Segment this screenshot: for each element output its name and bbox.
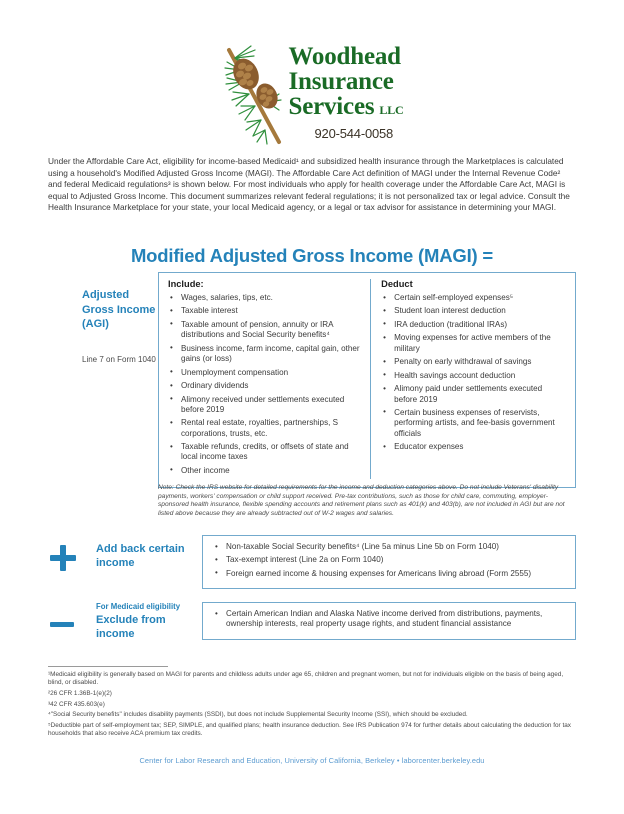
footnote-item: ⁵Deductible part of self-employment tax; SEP, SIMPLE, and qualified plans; health insurance deduction. See IRS Publication 974 for further details about calculating the deduction for tax households that also receive ACA premium tax credits. (48, 721, 571, 738)
pinecone-branch-icon (221, 44, 287, 148)
footnote-item: ¹Medicaid eligibility is generally based on MAGI for parents and childless adults under age 65, children and pregnant women, but not for individuals eligible on the basis of being aged, blind, or disabled. (48, 671, 564, 687)
include-list-item: • Taxable amount of pension, annuity or IRA distributions and Social Security benefits⁴ (168, 320, 362, 341)
deduct-list-item: • Certain self-employed expenses⁵ (381, 293, 567, 303)
add-back-list-item: • Tax-exempt interest (Line 2a on Form 1040) (213, 555, 567, 565)
logo-line-1: Woodhead (288, 43, 401, 70)
include-list (168, 293, 362, 476)
page-title: Modified Adjusted Gross Income (MAGI) = (130, 245, 494, 266)
footnote-item: ⁴"Social Security benefits" includes disability payments (SSDI), but does not include Supplemental Security Income (SSI), which should be excluded. (48, 711, 468, 719)
logo-line-3 (289, 94, 404, 123)
footnote-item: ³42 CFR 435.603(e) (48, 700, 105, 708)
deduct-list-item: • Health savings account deduction (381, 371, 567, 381)
logo-phone-number: 920-544-0058 (314, 126, 394, 141)
include-list-item: • Rental real estate, royalties, partnerships, S corporations, trusts, etc. (168, 418, 362, 439)
include-list-item: • Taxable refunds, credits, or offsets of state and local income taxes (168, 442, 362, 463)
deduct-list-item: • Certain business expenses of reservists, performing artists, and fee-basis government officials (381, 408, 567, 439)
include-column (159, 279, 371, 479)
deduct-list (381, 293, 567, 452)
deduct-list-item: • Student loan interest deduction (381, 306, 567, 316)
footnotes (48, 671, 576, 741)
plus-icon (50, 545, 76, 571)
logo-services-text: Services (288, 93, 375, 120)
include-list-item: • Taxable interest (168, 306, 362, 316)
agi-form-line-reference: Line 7 on Form 1040 (82, 355, 156, 364)
add-back-list (213, 542, 567, 579)
exclude-list-item: • Certain American Indian and Alaska Native income derived from distributions, payments, ownership interests, real property usage rights, and student financial assistance (213, 609, 567, 630)
deduct-list-item: • Alimony paid under settlements executed before 2019 (381, 384, 567, 405)
include-list-item: • Unemployment compensation (168, 368, 362, 378)
add-back-label: Add back certain income (96, 543, 185, 569)
include-list-item: • Wages, salaries, tips, etc. (168, 293, 362, 303)
exclude-eyebrow: For Medicaid eligibility (96, 602, 181, 611)
exclude-label: Exclude from income (96, 614, 166, 640)
agi-label: Adjusted Gross Income (AGI) (82, 289, 156, 330)
minus-icon (50, 622, 76, 648)
footnote-item: ²26 CFR 1.36B-1(e)(2) (48, 690, 112, 697)
include-list-item: • Ordinary dividends (168, 381, 362, 391)
exclude-box (202, 602, 576, 640)
add-back-list-item: • Non-taxable Social Security benefits⁴ (Line 5a minus Line 5b on Form 1040) (213, 542, 567, 552)
deduct-heading: Deduct (381, 279, 413, 289)
include-heading: Include: (168, 279, 204, 289)
deduct-list-item: • IRA deduction (traditional IRAs) (381, 320, 567, 330)
deduct-list-item: • Educator expenses (381, 442, 567, 452)
add-back-list-item: • Foreign earned income & housing expenses for Americans living abroad (Form 2555) (213, 569, 567, 579)
logo-llc-suffix: LLC (379, 103, 404, 117)
agi-include-deduct-box (158, 272, 576, 488)
deduct-column (371, 279, 575, 479)
deduct-list-item: • Penalty on early withdrawal of savings (381, 357, 567, 367)
include-list-item: • Alimony received under settlements executed before 2019 (168, 395, 362, 416)
company-logo (0, 44, 624, 148)
exclude-list (213, 609, 567, 630)
intro-paragraph: Under the Affordable Care Act, eligibility for income-based Medicaid¹ and subsidized health insurance through the Marketplaces is calculated using a household's Modified Adjusted Gross Income (MAGI). The Affordable Care Act definition of MAGI under the Internal Revenue Code² and federal Medicaid regulations³ is shown below. For most individuals who apply for health coverage under the Affordable Care Act, MAGI is equal to Adjusted Gross Income. This document summarizes relevant federal regulations; it is not personalized tax or legal advice. Consult the Health Insurance Marketplace for your state, your local Medicaid agency, or a legal or tax advisor for assistance in determining your MAGI. (48, 156, 570, 213)
include-list-item: • Other income (168, 466, 362, 476)
footer-credit: Center for Labor Research and Education, University of California, Berkeley • laborcenter.berkeley.edu (139, 756, 485, 765)
add-back-box (202, 535, 576, 589)
deduct-list-item: • Moving expenses for active members of the military (381, 333, 567, 354)
logo-line-2: Insurance (288, 68, 394, 95)
irs-note: Note: Check the IRS website for detailed requirements for the income and deduction categories above. Do not include Veterans' disability payments, workers' compensation or child support received. Pre-tax contributions, such as those for child care, commuting, employer-sponsored health insurance, flexible spending accounts and retirement plans such as 401(k) and 403(b), are not included in AGI but are not listed above because they are already subtracted out of W-2 wages and salaries. (158, 484, 565, 517)
footnote-divider (48, 666, 168, 667)
include-list-item: • Business income, farm income, capital gain, other gains (or loss) (168, 344, 362, 365)
